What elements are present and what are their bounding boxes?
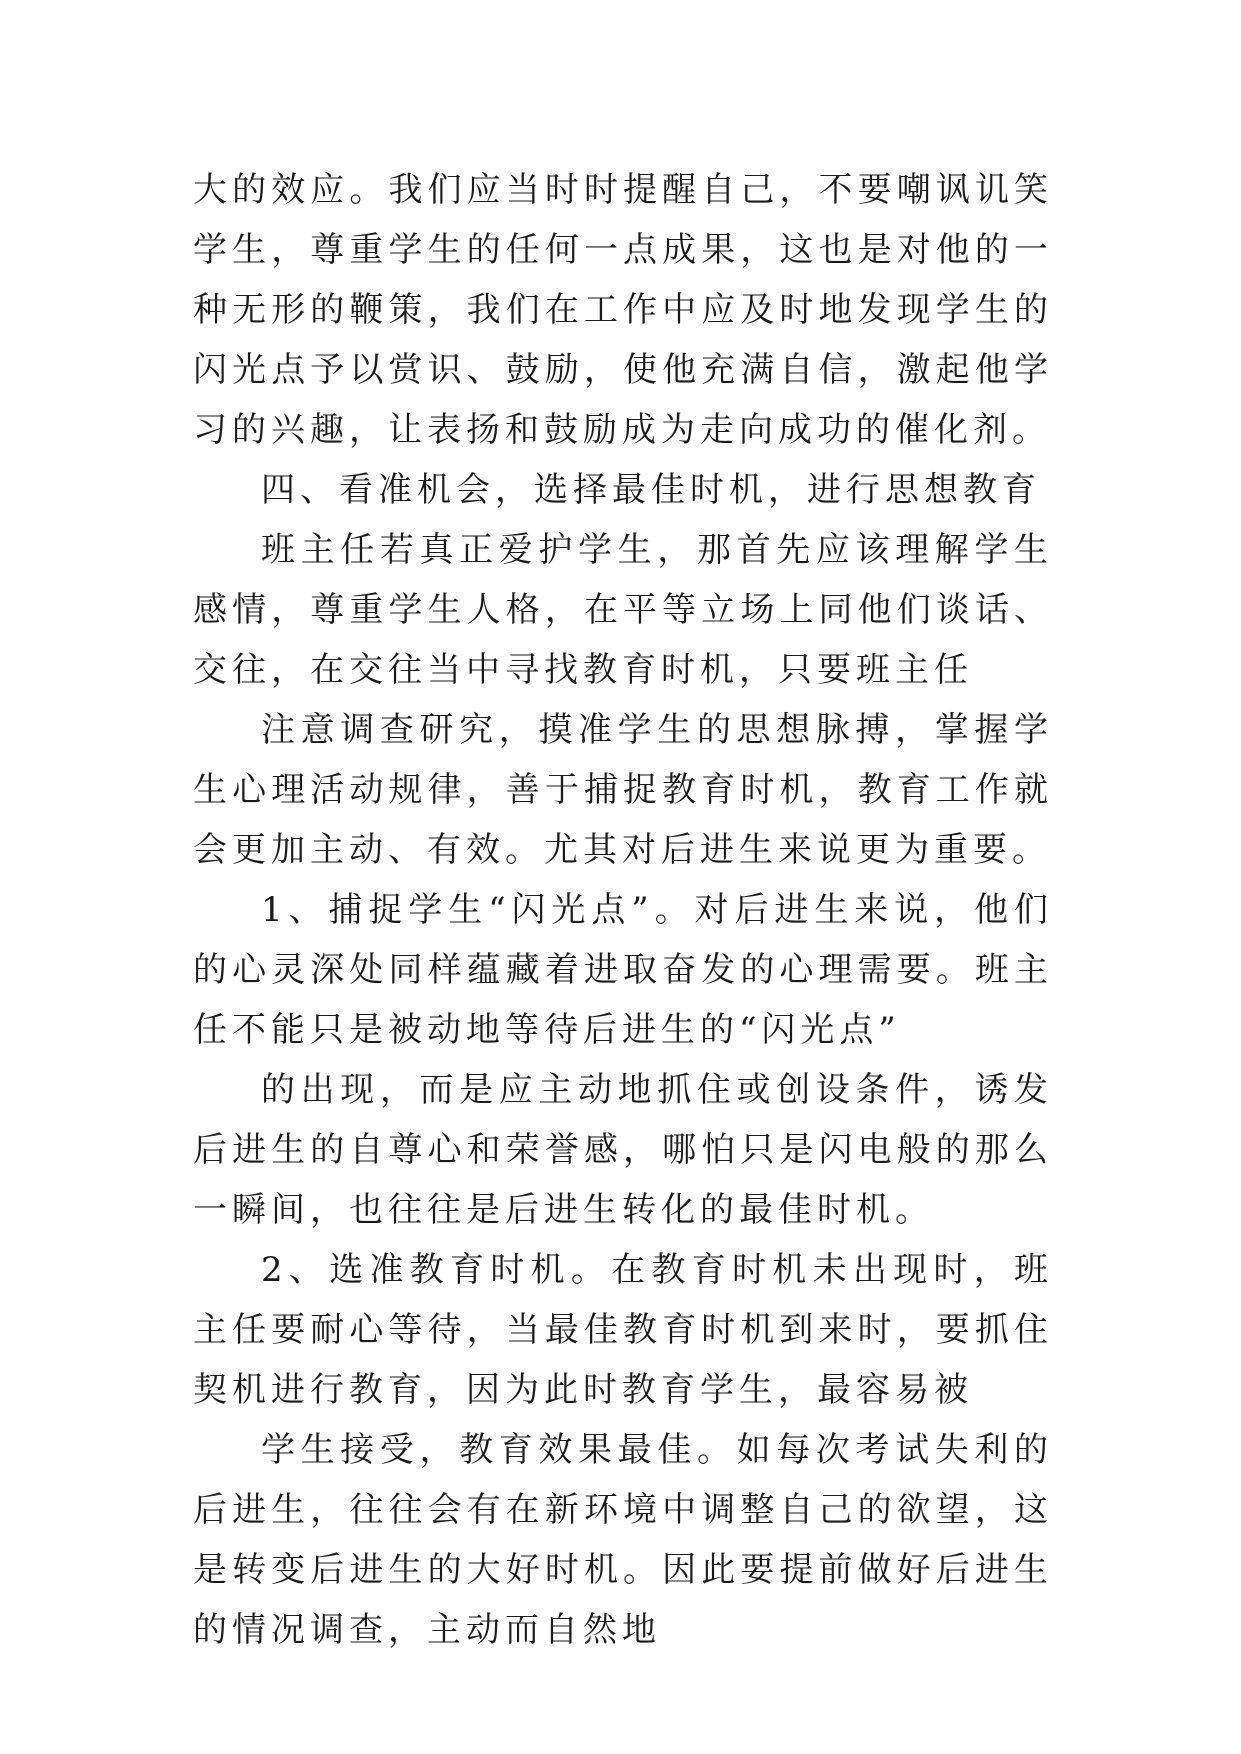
paragraph-point-two: 2、选准教育时机。在教育时机未出现时，班主任要耐心等待，当最佳教育时机到来时，要抓住契机进行教育，因为此时教育学生，最容易被 <box>193 1250 1053 1410</box>
paragraph-respect-students: 班主任若真正爱护学生，那首先应该理解学生感情，尊重学生人格，在平等立场上同他们谈话、交往，在交往当中寻找教育时机，只要班主任 <box>193 530 1053 690</box>
paragraph-point-one: 1、捕捉学生“闪光点”。对后进生来说，他们的心灵深处同样蕴藏着进取奋发的心理需要。班主任不能只是被动地等待后进生的“闪光点” <box>193 890 1053 1050</box>
paragraph-point-one-cont: 的出现，而是应主动地抓住或创设条件，诱发后进生的自尊心和荣誉感，哪怕只是闪电般的那么一瞬间，也往往是后进生转化的最佳时机。 <box>193 1070 1053 1230</box>
paragraph-research: 注意调查研究，摸准学生的思想脉搏，掌握学生心理活动规律，善于捕捉教育时机，教育工作就会更加主动、有效。尤其对后进生来说更为重要。 <box>193 710 1053 870</box>
section-heading-four: 四、看准机会，选择最佳时机，进行思想教育 <box>261 470 1041 510</box>
paragraph-point-two-cont: 学生接受，教育效果最佳。如每次考试失利的后进生，往往会有在新环境中调整自己的欲望，这是转变后进生的大好时机。因此要提前做好后进生的情况调查，主动而自然地 <box>193 1430 1053 1650</box>
paragraph-effect-intro: 大的效应。我们应当时时提醒自己，不要嘲讽讥笑学生，尊重学生的任何一点成果，这也是对他的一种无形的鞭策，我们在工作中应及时地发现学生的闪光点予以赏识、鼓励，使他充满自信，激起他学习的兴趣，让表扬和鼓励成为走向成功的催化剂。 <box>193 170 1053 450</box>
document-body <box>193 160 1053 1660</box>
